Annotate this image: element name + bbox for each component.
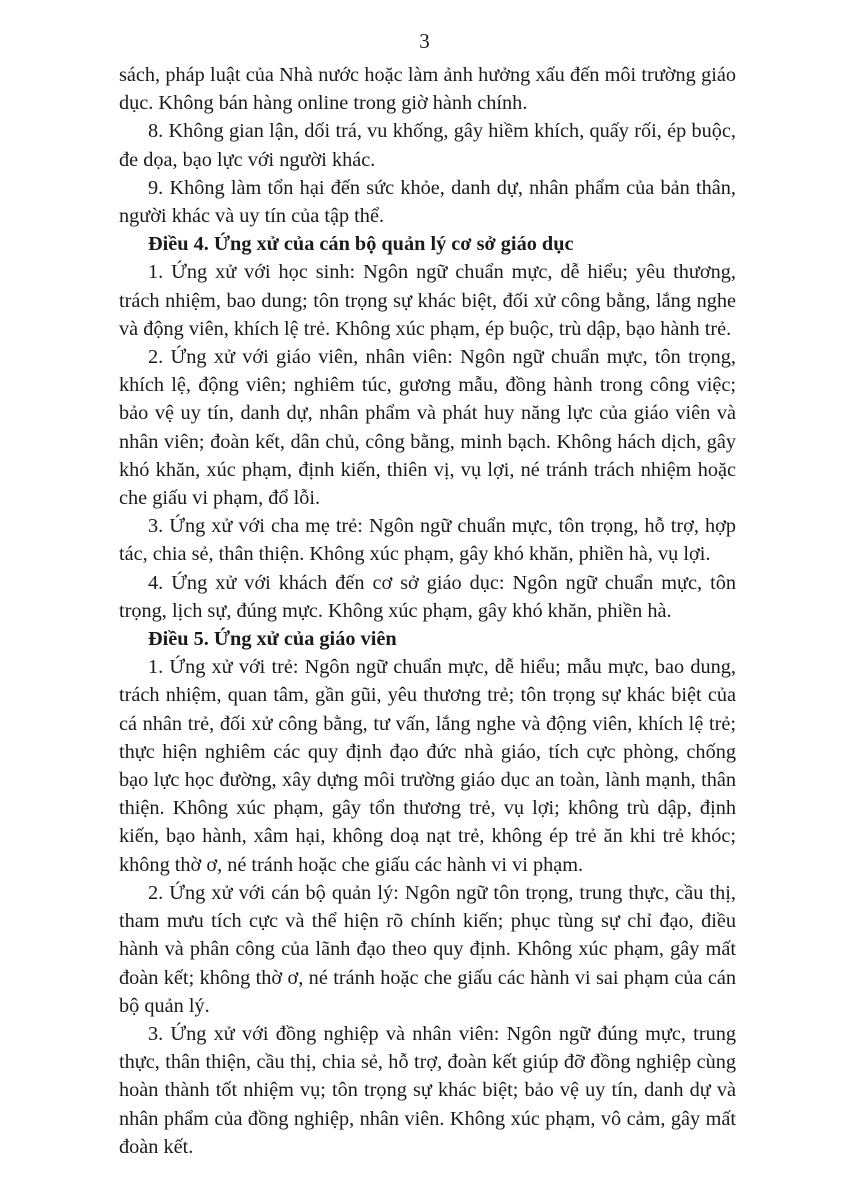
paragraph-item-8: 8. Không gian lận, dối trá, vu khống, gây hiềm khích, quấy rối, ép buộc, đe dọa, bạo lực với người khác. — [119, 120, 736, 171]
article-4-item-4: 4. Ứng xử với khách đến cơ sở giáo dục: Ngôn ngữ chuẩn mực, tôn trọng, lịch sự, đúng mực. Không xúc phạm, gây khó khăn, phiền hà. — [119, 571, 736, 622]
page-number: 3 — [419, 29, 430, 53]
paragraph-continuation: sách, pháp luật của Nhà nước hoặc làm ảnh hưởng xấu đến môi trường giáo dục. Không bán hàng online trong giờ hành chính. — [119, 64, 736, 115]
article-5-item-3: 3. Ứng xử với đồng nghiệp và nhân viên: Ngôn ngữ đúng mực, trung thực, thân thiện, cầu thị, chia sẻ, hỗ trợ, đoàn kết giúp đỡ đồng nghiệp cùng hoàn thành tốt nhiệm vụ; tôn trọng sự khác biệt; bảo vệ uy tín, danh dự và nhân phẩm của đồng nghiệp, nhân viên. Không xúc phạm, vô cảm, gây mất đoàn kết. — [119, 1022, 736, 1158]
article-4-item-1: 1. Ứng xử với học sinh: Ngôn ngữ chuẩn mực, dễ hiểu; yêu thương, trách nhiệm, bao dung; tôn trọng sự khác biệt, đối xử công bằng, lắng nghe và động viên, khích lệ trẻ. Không xúc phạm, ép buộc, trù dập, bạo hành trẻ. — [119, 261, 736, 340]
article-4-heading: Điều 4. Ứng xử của cán bộ quản lý cơ sở giáo dục — [148, 233, 574, 256]
article-5-item-2: 2. Ứng xử với cán bộ quản lý: Ngôn ngữ tôn trọng, trung thực, cầu thị, tham mưu tích cực và thể hiện rõ chính kiến; phục tùng sự chỉ đạo, điều hành và phân công của lãnh đạo theo quy định. Không xúc phạm, gây mất đoàn kết; không thờ ơ, né tránh hoặc che giấu các hành vi sai phạm của cán bộ quản lý. — [119, 881, 736, 1017]
article-5-item-1: 1. Ứng xử với trẻ: Ngôn ngữ chuẩn mực, dễ hiểu; mẫu mực, bao dung, trách nhiệm, quan tâm, gần gũi, yêu thương trẻ; tôn trọng sự khác biệt của cá nhân trẻ, đối xử công bằng, tư vấn, lắng nghe và động viên, khích lệ trẻ; thực hiện nghiêm các quy định đạo đức nhà giáo, tích cực phòng, chống bạo lực học đường, xây dựng môi trường giáo dục an toàn, lành mạnh, thân thiện. Không xúc phạm, gây tổn thương trẻ, vụ lợi; không trù dập, định kiến, bạo hành, xâm hại, không doạ nạt trẻ, không ép trẻ ăn khi trẻ khóc; không thờ ơ, né tránh hoặc che giấu các hành vi vi phạm. — [119, 656, 736, 876]
paragraph-item-9: 9. Không làm tổn hại đến sức khỏe, danh dự, nhân phẩm của bản thân, người khác và uy tín của tập thể. — [119, 176, 736, 228]
article-5-heading: Điều 5. Ứng xử của giáo viên — [148, 628, 397, 651]
document-body — [119, 61, 736, 1161]
article-4-item-3: 3. Ứng xử với cha mẹ trẻ: Ngôn ngữ chuẩn mực, tôn trọng, hỗ trợ, hợp tác, chia sẻ, thân thiện. Không xúc phạm, gây khó khăn, phiền hà, vụ lợi. — [119, 515, 736, 566]
article-4-item-2: 2. Ứng xử với giáo viên, nhân viên: Ngôn ngữ chuẩn mực, tôn trọng, khích lệ, động viên; nghiêm túc, gương mẫu, đồng hành trong công việc; bảo vệ uy tín, danh dự, nhân phẩm và phát huy năng lực của giáo viên và nhân viên; đoàn kết, dân chủ, công bằng, minh bạch. Không hách dịch, gây khó khăn, xúc phạm, định kiến, thiên vị, vụ lợi, né tránh trách nhiệm hoặc che giấu vi phạm, đổ lỗi. — [119, 346, 736, 510]
